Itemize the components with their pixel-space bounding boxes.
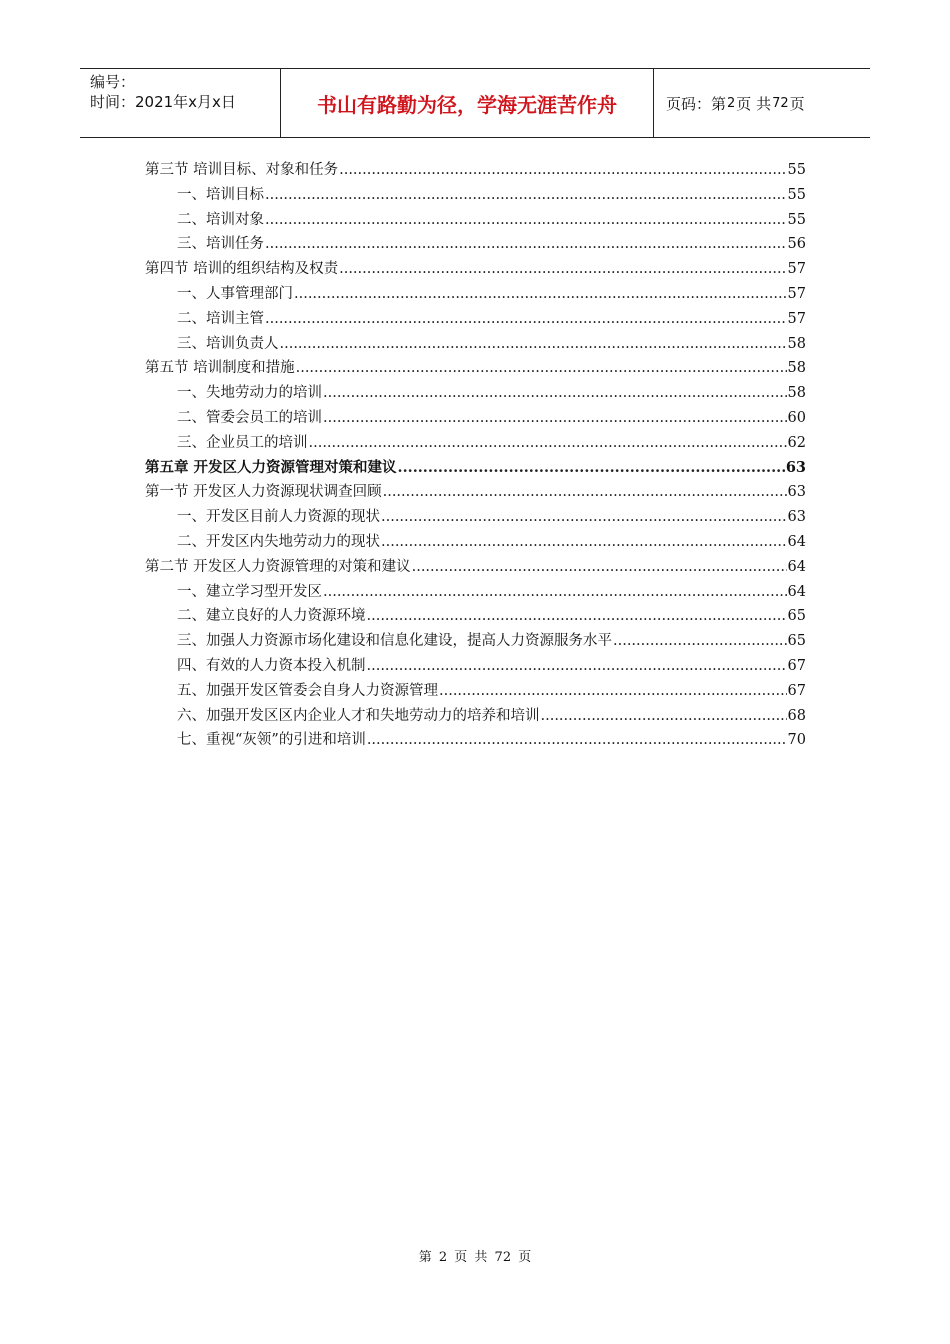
toc-item-entry[interactable] — [177, 406, 806, 430]
toc-entry-title: 二、培训对象 — [177, 211, 264, 228]
toc-entry-title: 第五节 培训制度和措施 — [145, 360, 295, 377]
toc-entry-page: 57 — [787, 261, 806, 278]
toc-entry-page: 65 — [787, 608, 806, 625]
toc-item-entry[interactable] — [177, 232, 806, 256]
toc-entry-page: 64 — [787, 558, 806, 575]
toc-entry-title: 三、培训负责人 — [177, 335, 279, 352]
toc-dot-leader — [381, 509, 787, 525]
toc-entry-page: 57 — [787, 310, 806, 327]
toc-section-entry[interactable] — [145, 456, 806, 480]
page-total: 72 — [772, 95, 789, 111]
toc-entry-page: 65 — [787, 633, 806, 650]
toc-section-entry[interactable] — [145, 480, 806, 504]
toc-item-entry[interactable] — [177, 282, 806, 306]
document-time: 时间：2021年x月x日 — [90, 93, 236, 111]
toc-entry-title: 一、人事管理部门 — [177, 286, 293, 302]
toc-dot-leader — [265, 212, 787, 228]
toc-dot-leader — [439, 683, 787, 699]
toc-section-entry[interactable] — [145, 555, 806, 579]
toc-item-entry[interactable] — [177, 530, 806, 554]
toc-entry-page: 62 — [787, 434, 806, 451]
toc-entry-page: 55 — [787, 186, 806, 203]
toc-item-entry[interactable] — [177, 381, 806, 405]
toc-dot-leader — [541, 708, 787, 724]
toc-entry-title: 第四节 培训的组织结构及权责 — [145, 261, 339, 278]
toc-entry-page: 68 — [787, 707, 806, 724]
toc-entry-page: 60 — [787, 410, 806, 426]
toc-item-entry[interactable] — [177, 183, 806, 207]
toc-entry-title: 第五章 开发区人力资源管理对策和建议 — [145, 458, 397, 476]
toc-dot-leader — [398, 459, 785, 476]
toc-section-entry[interactable] — [145, 257, 806, 281]
toc-item-entry[interactable] — [177, 208, 806, 232]
toc-entry-page: 67 — [787, 658, 806, 674]
toc-entry-page: 56 — [787, 236, 806, 253]
toc-item-entry[interactable] — [177, 307, 806, 331]
toc-item-entry[interactable] — [177, 332, 806, 356]
toc-entry-page: 64 — [787, 534, 806, 550]
toc-entry-page: 55 — [787, 211, 806, 228]
toc-dot-leader — [296, 360, 787, 376]
toc-entry-title: 第三节 培训目标、对象和任务 — [145, 162, 339, 178]
header-motto: 书山有路勤为径，学海无涯苦作舟 — [281, 69, 654, 137]
page-footer: 第 2 页 共 72 页 — [418, 1250, 532, 1265]
toc-item-entry[interactable] — [177, 704, 806, 728]
toc-entry-title: 三、加强人力资源市场化建设和信息化建设，提高人力资源服务水平 — [177, 633, 612, 650]
toc-entry-page: 64 — [787, 583, 806, 600]
toc-item-entry[interactable] — [177, 728, 806, 752]
toc-dot-leader — [339, 261, 786, 277]
toc-item-entry[interactable] — [177, 629, 806, 653]
toc-entry-title: 六、加强开发区区内企业人才和失地劳动力的培养和培训 — [177, 707, 540, 724]
toc-entry-title: 一、失地劳动力的培训 — [177, 385, 322, 402]
toc-item-entry[interactable] — [177, 431, 806, 455]
toc-dot-leader — [383, 484, 787, 500]
toc-item-entry[interactable] — [177, 580, 806, 604]
header-page-indicator — [654, 69, 870, 137]
toc-item-entry[interactable] — [177, 604, 806, 628]
toc-entry-title: 一、建立学习型开发区 — [177, 583, 322, 600]
header-meta — [80, 69, 281, 137]
toc-dot-leader — [412, 559, 787, 575]
toc-entry-page: 58 — [787, 335, 806, 352]
toc-dot-leader — [339, 162, 786, 178]
document-number-label: 编号： — [90, 73, 136, 91]
toc-item-entry[interactable] — [177, 505, 806, 529]
toc-entry-page: 67 — [787, 682, 806, 699]
toc-entry-title: 第一节 开发区人力资源现状调查回顾 — [145, 484, 382, 501]
toc-entry-title: 四、有效的人力资本投入机制 — [177, 658, 366, 674]
toc-entry-page: 63 — [787, 484, 806, 501]
toc-dot-leader — [381, 534, 787, 550]
toc-entry-page: 70 — [787, 732, 806, 749]
toc-entry-title: 五、加强开发区管委会自身人力资源管理 — [177, 682, 438, 699]
page-header — [80, 68, 870, 138]
page-mid: 页 共 — [736, 94, 772, 113]
toc-entry-title: 第二节 开发区人力资源管理的对策和建议 — [145, 558, 411, 575]
toc-entry-title: 二、管委会员工的培训 — [177, 410, 322, 426]
toc-dot-leader — [613, 633, 787, 649]
toc-section-entry[interactable] — [145, 158, 806, 182]
toc-entry-title: 一、开发区目前人力资源的现状 — [177, 509, 380, 526]
toc-entry-title: 二、培训主管 — [177, 310, 264, 327]
toc-dot-leader — [294, 286, 787, 302]
toc-entry-page: 63 — [785, 458, 806, 476]
toc-entry-title: 二、建立良好的人力资源环境 — [177, 608, 366, 625]
toc-entry-page: 58 — [787, 385, 806, 402]
toc-dot-leader — [309, 435, 787, 451]
toc-dot-leader — [323, 584, 787, 600]
toc-entry-page: 57 — [787, 286, 806, 302]
toc-entry-title: 七、重视“灰领”的引进和培训 — [177, 732, 366, 749]
page-current: 2 — [727, 95, 736, 111]
toc-dot-leader — [367, 732, 787, 748]
toc-dot-leader — [265, 311, 787, 327]
toc-dot-leader — [280, 336, 787, 352]
toc-entry-page: 58 — [787, 360, 806, 377]
toc-dot-leader — [367, 658, 787, 674]
toc-item-entry[interactable] — [177, 654, 806, 678]
page-suffix: 页 — [789, 94, 805, 113]
page-prefix: 页码：第 — [666, 94, 727, 113]
toc-dot-leader — [323, 385, 787, 401]
toc-entry-title: 三、培训任务 — [177, 236, 264, 253]
toc-dot-leader — [265, 236, 787, 252]
toc-dot-leader — [323, 410, 787, 426]
toc-entry-page: 55 — [787, 162, 806, 178]
toc-dot-leader — [367, 608, 787, 624]
toc-entry-title: 三、企业员工的培训 — [177, 434, 308, 451]
toc-entry-title: 一、培训目标 — [177, 186, 264, 203]
toc-section-entry[interactable] — [145, 356, 806, 380]
toc-item-entry[interactable] — [177, 679, 806, 703]
toc-entry-title: 二、开发区内失地劳动力的现状 — [177, 534, 380, 550]
toc-dot-leader — [265, 187, 787, 203]
toc-entry-page: 63 — [787, 509, 806, 526]
